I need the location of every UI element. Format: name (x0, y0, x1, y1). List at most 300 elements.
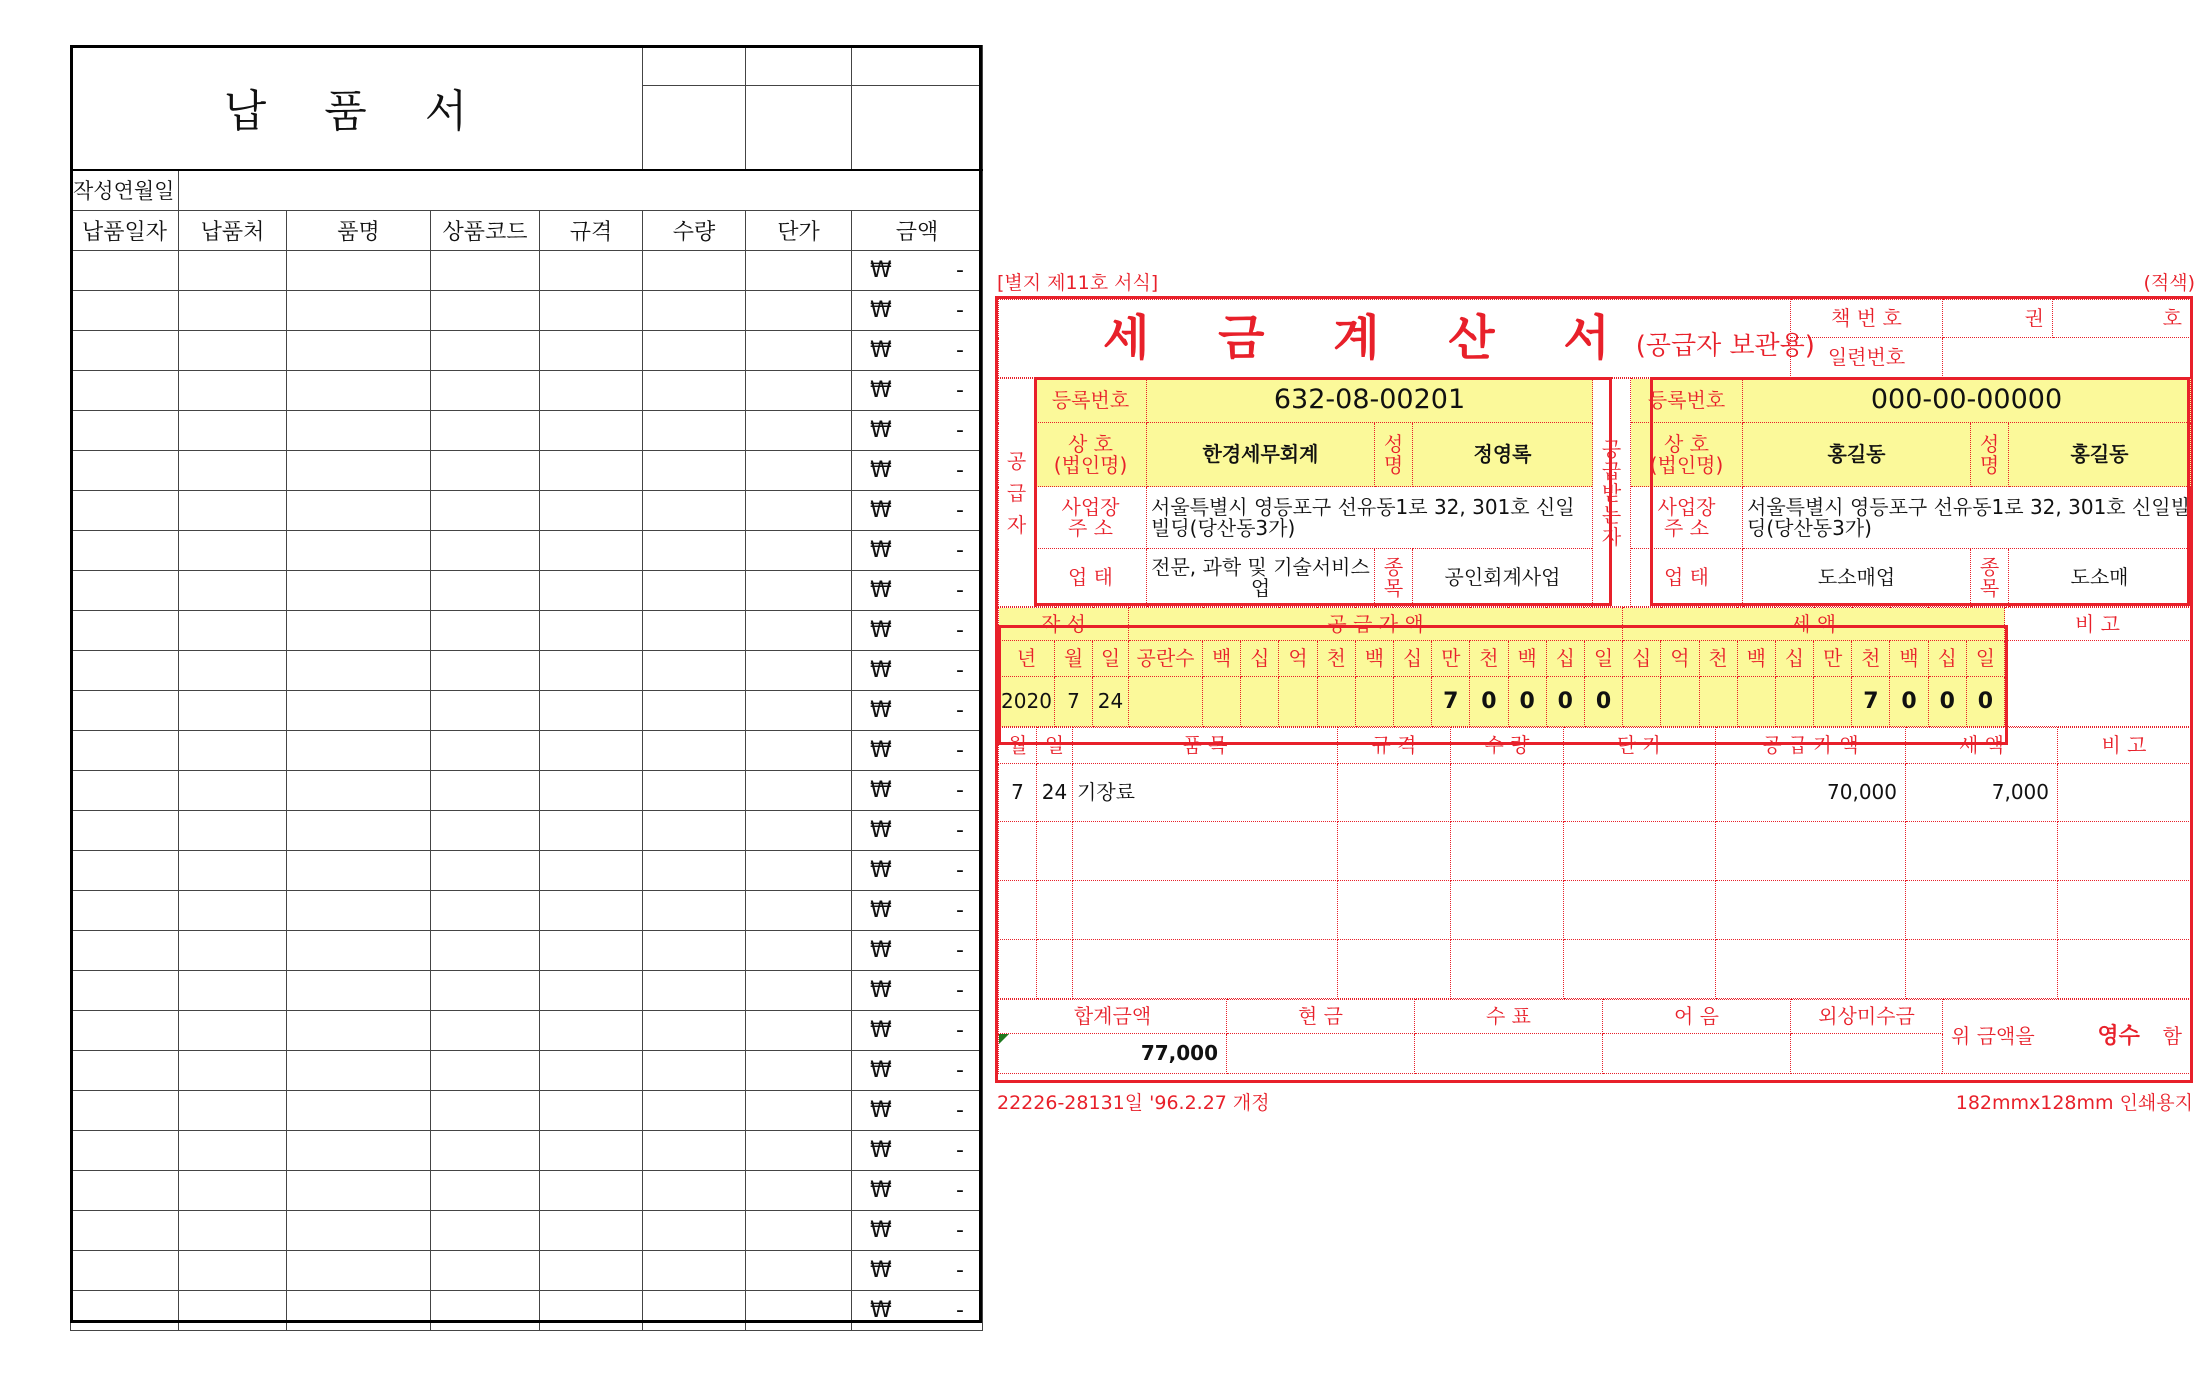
tax-digit-value[interactable]: 0 (1890, 677, 1928, 727)
supply-digit-value[interactable] (1279, 677, 1317, 727)
amount-cell[interactable] (852, 450, 983, 490)
table-cell[interactable] (643, 890, 746, 930)
table-cell[interactable] (746, 970, 852, 1010)
item-supply[interactable] (1716, 940, 1906, 999)
table-cell[interactable] (431, 610, 540, 650)
table-cell[interactable] (746, 810, 852, 850)
item-qty[interactable] (1451, 822, 1564, 881)
table-cell[interactable] (746, 570, 852, 610)
amount-cell[interactable] (852, 1010, 983, 1050)
table-cell[interactable] (643, 970, 746, 1010)
table-cell[interactable] (643, 690, 746, 730)
summary-note-cell[interactable] (2005, 641, 2191, 727)
item-spec[interactable] (1338, 764, 1451, 822)
table-cell[interactable] (431, 930, 540, 970)
item-tax[interactable] (1906, 822, 2058, 881)
table-cell[interactable] (746, 330, 852, 370)
table-cell[interactable] (71, 810, 179, 850)
table-cell[interactable] (540, 610, 643, 650)
item-note[interactable] (2058, 881, 2191, 940)
table-cell[interactable] (71, 1170, 179, 1210)
table-cell[interactable] (287, 1050, 431, 1090)
table-cell[interactable] (746, 930, 852, 970)
receipt-type[interactable]: 영수 (2097, 1023, 2140, 1049)
table-cell[interactable] (431, 1010, 540, 1050)
amount-cell[interactable] (852, 370, 983, 410)
table-cell[interactable] (746, 530, 852, 570)
table-cell[interactable] (71, 490, 179, 530)
item-note[interactable] (2058, 822, 2191, 881)
table-cell[interactable] (643, 490, 746, 530)
amount-cell[interactable] (852, 1130, 983, 1170)
buyer-reg-no[interactable]: 000-00-00000 (1743, 379, 2191, 423)
table-cell[interactable] (179, 730, 287, 770)
table-cell[interactable] (431, 330, 540, 370)
table-cell[interactable] (431, 1250, 540, 1290)
buyer-category[interactable]: 도소매 (2009, 549, 2191, 607)
table-cell[interactable] (287, 850, 431, 890)
table-cell[interactable] (71, 1050, 179, 1090)
item-unit-price[interactable] (1564, 940, 1716, 999)
table-cell[interactable] (540, 1130, 643, 1170)
supplier-business-type[interactable]: 전문, 과학 및 기술서비스업 (1147, 549, 1375, 607)
table-cell[interactable] (643, 1050, 746, 1090)
amount-cell[interactable] (852, 530, 983, 570)
blank-count-value[interactable] (1129, 677, 1203, 727)
item-supply[interactable] (1716, 881, 1906, 940)
table-cell[interactable] (431, 1170, 540, 1210)
table-cell[interactable] (71, 1130, 179, 1170)
item-unit-price[interactable] (1564, 764, 1716, 822)
table-cell[interactable] (540, 890, 643, 930)
table-cell[interactable] (643, 1010, 746, 1050)
supply-digit-value[interactable]: 0 (1470, 677, 1508, 727)
table-cell[interactable] (179, 650, 287, 690)
table-cell[interactable] (287, 730, 431, 770)
amount-cell[interactable] (852, 570, 983, 610)
amount-cell[interactable] (852, 1210, 983, 1250)
table-cell[interactable] (431, 410, 540, 450)
table-cell[interactable] (431, 530, 540, 570)
table-cell[interactable] (643, 1250, 746, 1290)
approval-sign-cell[interactable] (746, 86, 852, 170)
amount-cell[interactable] (852, 810, 983, 850)
table-cell[interactable] (540, 810, 643, 850)
supply-digit-value[interactable] (1355, 677, 1393, 727)
table-cell[interactable] (643, 410, 746, 450)
item-tax[interactable] (1906, 881, 2058, 940)
table-cell[interactable] (179, 570, 287, 610)
table-cell[interactable] (71, 690, 179, 730)
table-cell[interactable] (179, 330, 287, 370)
amount-cell[interactable] (852, 1050, 983, 1090)
table-cell[interactable] (540, 1010, 643, 1050)
table-cell[interactable] (431, 770, 540, 810)
table-cell[interactable] (287, 1250, 431, 1290)
amount-cell[interactable] (852, 890, 983, 930)
table-cell[interactable] (287, 970, 431, 1010)
table-cell[interactable] (540, 970, 643, 1010)
amount-cell[interactable] (852, 330, 983, 370)
table-cell[interactable] (431, 1090, 540, 1130)
table-cell[interactable] (540, 290, 643, 330)
table-cell[interactable] (431, 1290, 540, 1330)
table-cell[interactable] (179, 530, 287, 570)
table-cell[interactable] (179, 1210, 287, 1250)
serial-value-cell[interactable] (1943, 338, 2191, 378)
table-cell[interactable] (746, 1010, 852, 1050)
item-month[interactable]: 7 (999, 764, 1037, 822)
tax-digit-value[interactable]: 7 (1852, 677, 1890, 727)
table-cell[interactable] (643, 530, 746, 570)
month-value[interactable]: 7 (1055, 677, 1093, 727)
amount-cell[interactable] (852, 650, 983, 690)
amount-cell[interactable] (852, 730, 983, 770)
table-cell[interactable] (71, 530, 179, 570)
table-cell[interactable] (431, 290, 540, 330)
table-cell[interactable] (179, 770, 287, 810)
table-cell[interactable] (643, 1090, 746, 1130)
buyer-address[interactable]: 서울특별시 영등포구 선유동1로 32, 301호 신일빌딩(당산동3가) (1743, 487, 2191, 549)
table-cell[interactable] (746, 370, 852, 410)
day-value[interactable]: 24 (1093, 677, 1129, 727)
table-cell[interactable] (71, 1010, 179, 1050)
table-cell[interactable] (643, 850, 746, 890)
approval-sign-cell[interactable] (643, 86, 746, 170)
tax-digit-value[interactable] (1661, 677, 1699, 727)
amount-cell[interactable] (852, 250, 983, 290)
table-cell[interactable] (643, 450, 746, 490)
table-cell[interactable] (71, 250, 179, 290)
supplier-reg-no[interactable]: 632-08-00201 (1147, 379, 1593, 423)
table-cell[interactable] (179, 1170, 287, 1210)
table-cell[interactable] (540, 1290, 643, 1330)
table-cell[interactable] (71, 730, 179, 770)
amount-cell[interactable] (852, 1090, 983, 1130)
table-cell[interactable] (179, 810, 287, 850)
table-cell[interactable] (179, 890, 287, 930)
item-supply[interactable] (1716, 822, 1906, 881)
table-cell[interactable] (179, 290, 287, 330)
table-cell[interactable] (71, 570, 179, 610)
table-cell[interactable] (540, 690, 643, 730)
table-cell[interactable] (431, 250, 540, 290)
table-cell[interactable] (179, 250, 287, 290)
table-cell[interactable] (71, 330, 179, 370)
table-cell[interactable] (431, 1050, 540, 1090)
table-cell[interactable] (71, 650, 179, 690)
table-cell[interactable] (431, 690, 540, 730)
table-cell[interactable] (71, 370, 179, 410)
table-cell[interactable] (540, 450, 643, 490)
approval-cell[interactable] (643, 46, 746, 86)
item-spec[interactable] (1338, 940, 1451, 999)
item-note[interactable] (2058, 940, 2191, 999)
table-cell[interactable] (179, 370, 287, 410)
total-amount[interactable]: 77,000 (999, 1034, 1227, 1074)
table-cell[interactable] (746, 1050, 852, 1090)
table-cell[interactable] (746, 1130, 852, 1170)
tax-digit-value[interactable] (1814, 677, 1852, 727)
item-item[interactable] (1073, 940, 1338, 999)
table-cell[interactable] (643, 1130, 746, 1170)
amount-cell[interactable] (852, 490, 983, 530)
supply-digit-value[interactable] (1203, 677, 1241, 727)
buyer-business-type[interactable]: 도소매업 (1743, 549, 1971, 607)
table-cell[interactable] (746, 890, 852, 930)
table-cell[interactable] (179, 610, 287, 650)
item-supply[interactable]: 70,000 (1716, 764, 1906, 822)
table-cell[interactable] (287, 770, 431, 810)
item-month[interactable] (999, 822, 1037, 881)
table-cell[interactable] (746, 450, 852, 490)
item-note[interactable] (2058, 764, 2191, 822)
tax-digit-value[interactable]: 0 (1928, 677, 1966, 727)
tax-digit-value[interactable] (1699, 677, 1737, 727)
approval-cell[interactable] (746, 46, 852, 86)
table-cell[interactable] (540, 370, 643, 410)
table-cell[interactable] (431, 970, 540, 1010)
table-cell[interactable] (287, 370, 431, 410)
table-cell[interactable] (540, 1170, 643, 1210)
table-cell[interactable] (179, 970, 287, 1010)
supply-digit-value[interactable]: 7 (1432, 677, 1470, 727)
tax-digit-value[interactable] (1623, 677, 1661, 727)
table-cell[interactable] (540, 650, 643, 690)
item-qty[interactable] (1451, 881, 1564, 940)
table-cell[interactable] (540, 530, 643, 570)
table-cell[interactable] (71, 1290, 179, 1330)
table-cell[interactable] (746, 1090, 852, 1130)
table-cell[interactable] (287, 810, 431, 850)
amount-cell[interactable] (852, 1170, 983, 1210)
table-cell[interactable] (431, 650, 540, 690)
table-cell[interactable] (746, 250, 852, 290)
year-value[interactable]: 2020 (999, 677, 1055, 727)
table-cell[interactable] (746, 1250, 852, 1290)
table-cell[interactable] (431, 810, 540, 850)
table-cell[interactable] (431, 450, 540, 490)
table-cell[interactable] (746, 410, 852, 450)
table-cell[interactable] (643, 770, 746, 810)
table-cell[interactable] (643, 330, 746, 370)
table-cell[interactable] (540, 770, 643, 810)
table-cell[interactable] (540, 1050, 643, 1090)
table-cell[interactable] (540, 850, 643, 890)
tax-digit-value[interactable] (1775, 677, 1813, 727)
table-cell[interactable] (179, 1050, 287, 1090)
table-cell[interactable] (746, 690, 852, 730)
table-cell[interactable] (287, 650, 431, 690)
supplier-address[interactable]: 서울특별시 영등포구 선유동1로 32, 301호 신일빌딩(당산동3가) (1147, 487, 1593, 549)
item-spec[interactable] (1338, 822, 1451, 881)
item-month[interactable] (999, 940, 1037, 999)
table-cell[interactable] (643, 250, 746, 290)
item-tax[interactable] (1906, 940, 2058, 999)
buyer-company[interactable]: 홍길동 (1743, 423, 1971, 487)
amount-cell[interactable] (852, 290, 983, 330)
table-cell[interactable] (746, 1210, 852, 1250)
table-cell[interactable] (643, 290, 746, 330)
table-cell[interactable] (540, 570, 643, 610)
table-cell[interactable] (71, 1090, 179, 1130)
supply-digit-value[interactable] (1393, 677, 1431, 727)
amount-cell[interactable] (852, 1290, 983, 1330)
table-cell[interactable] (179, 410, 287, 450)
item-unit-price[interactable] (1564, 822, 1716, 881)
item-day[interactable]: 24 (1037, 764, 1073, 822)
table-cell[interactable] (287, 1090, 431, 1130)
table-cell[interactable] (540, 930, 643, 970)
supplier-name[interactable]: 정영록 (1413, 423, 1593, 487)
amount-cell[interactable] (852, 610, 983, 650)
table-cell[interactable] (287, 410, 431, 450)
table-cell[interactable] (287, 1170, 431, 1210)
bill-value[interactable] (1603, 1034, 1791, 1074)
table-cell[interactable] (643, 370, 746, 410)
table-cell[interactable] (287, 570, 431, 610)
date-value-cell[interactable] (179, 170, 983, 211)
table-cell[interactable] (643, 730, 746, 770)
table-cell[interactable] (287, 490, 431, 530)
tax-digit-value[interactable]: 0 (1966, 677, 2004, 727)
table-cell[interactable] (643, 1210, 746, 1250)
supplier-category[interactable]: 공인회계사업 (1413, 549, 1593, 607)
table-cell[interactable] (71, 290, 179, 330)
approval-sign-cell[interactable] (852, 86, 983, 170)
item-tax[interactable]: 7,000 (1906, 764, 2058, 822)
approval-cell[interactable] (852, 46, 983, 86)
table-cell[interactable] (179, 1090, 287, 1130)
table-cell[interactable] (431, 370, 540, 410)
table-cell[interactable] (746, 610, 852, 650)
table-cell[interactable] (179, 850, 287, 890)
table-cell[interactable] (540, 730, 643, 770)
item-unit-price[interactable] (1564, 881, 1716, 940)
table-cell[interactable] (643, 1290, 746, 1330)
supply-digit-value[interactable] (1317, 677, 1355, 727)
table-cell[interactable] (540, 410, 643, 450)
table-cell[interactable] (643, 810, 746, 850)
table-cell[interactable] (287, 250, 431, 290)
table-cell[interactable] (540, 1090, 643, 1130)
table-cell[interactable] (71, 1210, 179, 1250)
amount-cell[interactable] (852, 850, 983, 890)
item-qty[interactable] (1451, 764, 1564, 822)
table-cell[interactable] (287, 290, 431, 330)
table-cell[interactable] (71, 1250, 179, 1290)
check-value[interactable] (1415, 1034, 1603, 1074)
table-cell[interactable] (746, 850, 852, 890)
amount-cell[interactable] (852, 970, 983, 1010)
item-day[interactable] (1037, 881, 1073, 940)
table-cell[interactable] (179, 690, 287, 730)
item-day[interactable] (1037, 822, 1073, 881)
table-cell[interactable] (287, 930, 431, 970)
table-cell[interactable] (431, 890, 540, 930)
cash-value[interactable] (1227, 1034, 1415, 1074)
table-cell[interactable] (540, 1210, 643, 1250)
table-cell[interactable] (431, 730, 540, 770)
table-cell[interactable] (540, 250, 643, 290)
table-cell[interactable] (287, 610, 431, 650)
table-cell[interactable] (287, 450, 431, 490)
table-cell[interactable] (71, 450, 179, 490)
table-cell[interactable] (431, 850, 540, 890)
table-cell[interactable] (287, 690, 431, 730)
supply-digit-value[interactable] (1241, 677, 1279, 727)
item-item[interactable] (1073, 881, 1338, 940)
supplier-company[interactable]: 한경세무회계 (1147, 423, 1375, 487)
table-cell[interactable] (643, 610, 746, 650)
table-cell[interactable] (431, 1130, 540, 1170)
item-item[interactable] (1073, 822, 1338, 881)
table-cell[interactable] (179, 1130, 287, 1170)
table-cell[interactable] (179, 490, 287, 530)
table-cell[interactable] (71, 970, 179, 1010)
table-cell[interactable] (643, 930, 746, 970)
item-qty[interactable] (1451, 940, 1564, 999)
table-cell[interactable] (71, 410, 179, 450)
item-day[interactable] (1037, 940, 1073, 999)
amount-cell[interactable] (852, 770, 983, 810)
table-cell[interactable] (746, 490, 852, 530)
table-cell[interactable] (746, 1290, 852, 1330)
table-cell[interactable] (287, 330, 431, 370)
table-cell[interactable] (71, 930, 179, 970)
supply-digit-value[interactable]: 0 (1508, 677, 1546, 727)
table-cell[interactable] (643, 1170, 746, 1210)
table-cell[interactable] (540, 1250, 643, 1290)
table-cell[interactable] (179, 1250, 287, 1290)
table-cell[interactable] (179, 450, 287, 490)
table-cell[interactable] (540, 330, 643, 370)
table-cell[interactable] (431, 1210, 540, 1250)
table-cell[interactable] (287, 1290, 431, 1330)
table-cell[interactable] (287, 1130, 431, 1170)
table-cell[interactable] (431, 490, 540, 530)
table-cell[interactable] (287, 530, 431, 570)
amount-cell[interactable] (852, 930, 983, 970)
table-cell[interactable] (431, 570, 540, 610)
table-cell[interactable] (287, 1010, 431, 1050)
amount-cell[interactable] (852, 410, 983, 450)
amount-cell[interactable] (852, 690, 983, 730)
table-cell[interactable] (71, 770, 179, 810)
table-cell[interactable] (287, 890, 431, 930)
supply-digit-value[interactable]: 0 (1546, 677, 1584, 727)
table-cell[interactable] (643, 650, 746, 690)
table-cell[interactable] (746, 650, 852, 690)
table-cell[interactable] (746, 290, 852, 330)
table-cell[interactable] (179, 930, 287, 970)
item-month[interactable] (999, 881, 1037, 940)
table-cell[interactable] (71, 890, 179, 930)
credit-value[interactable] (1791, 1034, 1943, 1074)
table-cell[interactable] (179, 1290, 287, 1330)
supply-digit-value[interactable]: 0 (1584, 677, 1622, 727)
item-item[interactable]: 기장료 (1073, 764, 1338, 822)
table-cell[interactable] (746, 770, 852, 810)
tax-digit-value[interactable] (1737, 677, 1775, 727)
table-cell[interactable] (643, 570, 746, 610)
table-cell[interactable] (71, 850, 179, 890)
item-spec[interactable] (1338, 881, 1451, 940)
amount-cell[interactable] (852, 1250, 983, 1290)
table-cell[interactable] (746, 1170, 852, 1210)
table-cell[interactable] (287, 1210, 431, 1250)
table-cell[interactable] (746, 730, 852, 770)
